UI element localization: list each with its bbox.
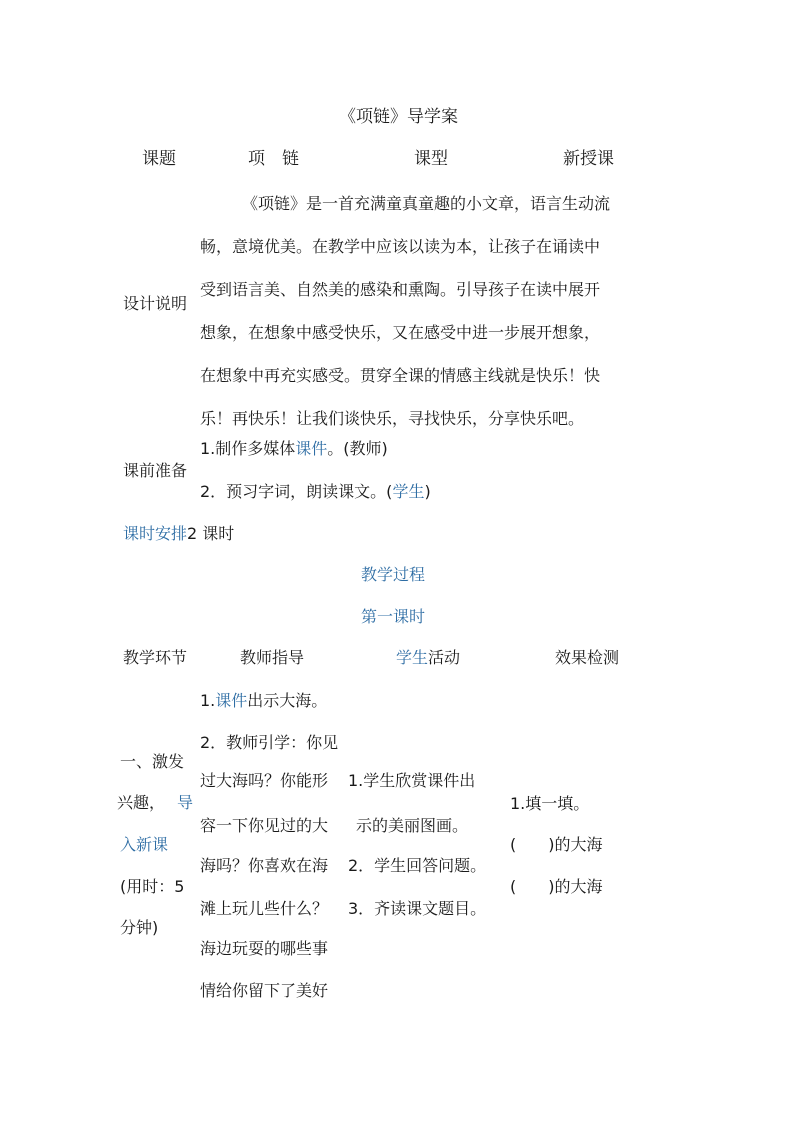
teacher-line: 滩上玩儿些什么？: [200, 899, 329, 918]
teacher-line: 海吗？你喜欢在海: [200, 856, 329, 875]
type-label: 课型: [414, 149, 448, 169]
courseware-link[interactable]: 课件: [295, 439, 328, 458]
process-heading: 教学过程: [361, 565, 426, 584]
schedule-label[interactable]: 课时安排: [123, 524, 188, 543]
prep-item-2: [200, 484, 431, 500]
schedule-row: [123, 526, 234, 542]
period-heading: 第一课时: [361, 607, 426, 626]
teacher-line: 海边玩耍的哪些事: [200, 939, 329, 958]
prep-item-1: [200, 441, 388, 457]
check-line: ( )的大海: [510, 835, 603, 854]
design-line: 在想象中再充实感受。贯穿全课的情感主线就是快乐！快: [200, 366, 601, 385]
check-line: ( )的大海: [510, 877, 603, 896]
page-title: 《项链》导学案: [339, 107, 458, 127]
design-line: 乐！再快乐！让我们谈快乐，寻找快乐，分享快乐吧。: [200, 409, 585, 428]
prep-item-1-text: 1.制作多媒体: [200, 439, 296, 458]
prep-item-1-suffix: 。(教师): [327, 439, 388, 458]
column-student: [396, 650, 460, 666]
teacher-line: 过大海吗？你能形: [200, 771, 329, 790]
column-teacher: 教师指导: [240, 648, 305, 667]
courseware-link[interactable]: 课件: [215, 691, 248, 710]
design-line: 《项链》是一首充满童真童趣的小文章，语言生动流: [242, 194, 611, 213]
prep-label: 课前准备: [123, 461, 188, 480]
prep-item-2-text: 2．预习字词，朗读课文。(: [200, 482, 393, 501]
teacher-line: 容一下你见过的大: [200, 816, 329, 835]
design-label: 设计说明: [123, 294, 188, 313]
design-line: 受到语言美、自然美的感染和熏陶。引导孩子在读中展开: [200, 280, 601, 299]
lesson-label: 课题: [142, 149, 176, 169]
teacher-line: [200, 693, 327, 709]
stage-line: 兴趣，: [117, 793, 166, 812]
student-line: 3．齐读课文题目。: [348, 899, 487, 918]
check-line: 1.填一填。: [510, 794, 590, 813]
schedule-value: 2 课时: [187, 524, 235, 543]
column-check: 效果检测: [555, 648, 620, 667]
design-line: 想象，在想象中感受快乐，又在感受中进一步展开想象，: [200, 323, 601, 342]
teacher-line: 情给你留下了美好: [200, 981, 329, 1000]
teacher-line: 2．教师引学：你见: [200, 733, 339, 752]
stage-line: (用时：5: [120, 877, 185, 896]
student-line: 示的美丽图画。: [356, 816, 469, 835]
prep-item-2-suffix: ): [424, 482, 431, 501]
stage-line: 分钟): [120, 918, 159, 937]
lesson-value: 项 链: [248, 149, 299, 169]
design-line: 畅，意境优美。在教学中应该以读为本，让孩子在诵读中: [200, 237, 601, 256]
column-stage: 教学环节: [123, 648, 188, 667]
student-line: 1.学生欣赏课件出: [348, 771, 476, 790]
teacher-line-text: 出示大海。: [247, 691, 328, 710]
student-link[interactable]: 学生: [392, 482, 425, 501]
column-student-link[interactable]: 学生: [396, 648, 429, 667]
stage-line-link[interactable]: 导: [177, 793, 194, 812]
student-line: 2．学生回答问题。: [348, 856, 487, 875]
stage-line: 一、激发: [120, 752, 185, 771]
type-value: 新授课: [563, 149, 614, 169]
column-student-text: 活动: [428, 648, 461, 667]
teacher-line-num: 1.: [200, 691, 216, 710]
stage-line-link[interactable]: 入新课: [120, 835, 169, 854]
